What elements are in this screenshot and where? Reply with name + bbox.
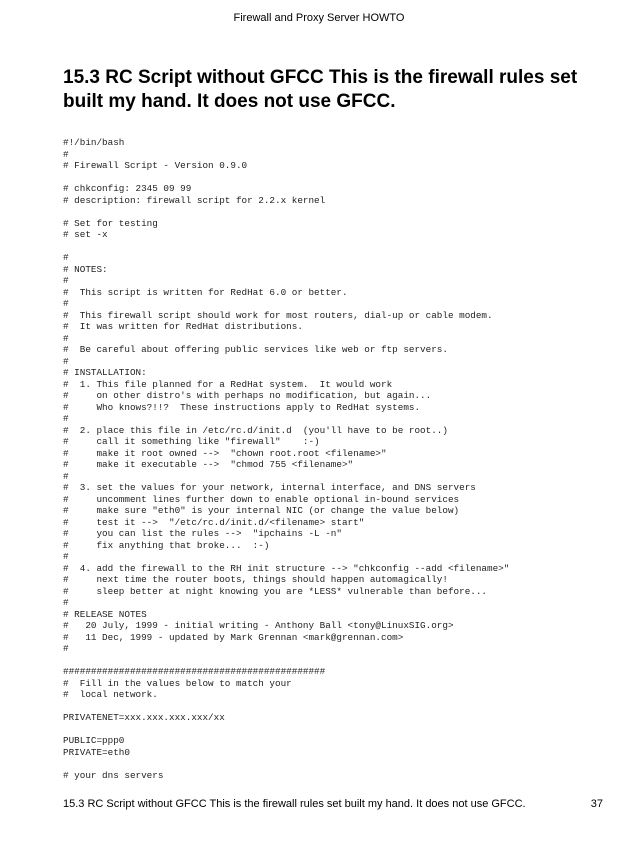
code-line: # call it something like "firewall" :-): [63, 436, 320, 447]
page-number: 37: [590, 798, 603, 810]
code-line: #: [63, 148, 69, 160]
code-line: #: [63, 252, 69, 263]
code-line: # RELEASE NOTES: [63, 608, 147, 620]
code-line: # It was written for RedHat distributions.: [63, 321, 303, 332]
code-line: #: [63, 275, 69, 286]
code-line: # your dns servers: [63, 769, 164, 781]
code-line: # fix anything that broke... :-): [63, 539, 270, 551]
code-listing: [63, 137, 603, 781]
code-line: #: [63, 597, 69, 608]
code-line: #: [63, 413, 69, 424]
code-line: #: [63, 332, 69, 344]
code-line: #!/bin/bash: [63, 137, 125, 148]
code-line: # make it executable --> "chmod 755 <filename>": [63, 459, 354, 470]
code-line: # 4. add the firewall to the RH init structure --> "chkconfig --add <filename>": [63, 562, 510, 574]
code-line: # 11 Dec, 1999 - updated by Mark Grennan <mark@grennan.com>: [63, 631, 404, 643]
running-header: Firewall and Proxy Server HOWTO: [233, 12, 405, 24]
code-line: PRIVATENET=xxx.xxx.xxx.xxx/xx: [63, 712, 225, 723]
code-line: # NOTES:: [63, 263, 108, 275]
code-line: # Set for testing: [63, 217, 158, 229]
code-line: #: [63, 643, 69, 654]
code-line: # sleep better at night knowing you are *LESS* vulnerable than before...: [63, 585, 488, 597]
code-line: PUBLIC=ppp0: [63, 735, 125, 746]
code-line: # make it root owned --> "chown root.root <filename>": [63, 447, 387, 459]
code-line: # 20 July, 1999 - initial writing - Anthony Ball <tony@LinuxSIG.org>: [63, 620, 454, 631]
code-line: # 2. place this file in /etc/rc.d/init.d (you'll have to be root..): [63, 424, 448, 436]
code-line: # set -x: [63, 229, 108, 240]
code-line: # chkconfig: 2345 09 99: [63, 183, 192, 194]
code-line: # make sure "eth0" is your internal NIC (or change the value below): [63, 505, 460, 516]
code-line: #: [63, 298, 69, 309]
code-line: # test it --> "/etc/rc.d/init.d/<filename> start": [63, 516, 365, 528]
code-line: #: [63, 355, 69, 367]
code-line: # on other distro's with perhaps no modification, but again...: [63, 390, 432, 401]
code-line: ###############################################: [63, 666, 326, 677]
code-line: # 3. set the values for your network, internal interface, and DNS servers: [63, 482, 476, 493]
code-line: # This firewall script should work for most routers, dial-up or cable modem.: [63, 309, 493, 321]
footer-section-title: 15.3 RC Script without GFCC This is the firewall rules set built my hand. It does not use GFCC.: [63, 798, 526, 810]
code-line: # 1. This file planned for a RedHat system. It would work: [63, 378, 393, 390]
section-title: 15.3 RC Script without GFCC This is the firewall rules set built my hand. It does not use GFCC.: [63, 67, 578, 112]
code-line: # This script is written for RedHat 6.0 or better.: [63, 286, 348, 298]
code-line: # uncomment lines further down to enable optional in-bound services: [63, 493, 460, 505]
code-line: #: [63, 470, 69, 482]
code-line: # Fill in the values below to match your: [63, 677, 292, 689]
code-line: # Be careful about offering public services like web or ftp servers.: [63, 344, 448, 355]
code-line: # next time the router boots, things should happen automagically!: [63, 574, 448, 585]
code-line: # INSTALLATION:: [63, 367, 147, 378]
page-footer: [63, 797, 603, 811]
code-line: # description: firewall script for 2.2.x kernel: [63, 194, 326, 206]
code-line: # Firewall Script - Version 0.9.0: [63, 160, 248, 171]
code-line: #: [63, 551, 69, 562]
code-line: PRIVATE=eth0: [63, 746, 130, 758]
code-line: # local network.: [63, 689, 158, 700]
code-line: # you can list the rules --> "ipchains -L -n": [63, 528, 342, 539]
code-line: # Who knows?!!? These instructions apply to RedHat systems.: [63, 401, 421, 413]
